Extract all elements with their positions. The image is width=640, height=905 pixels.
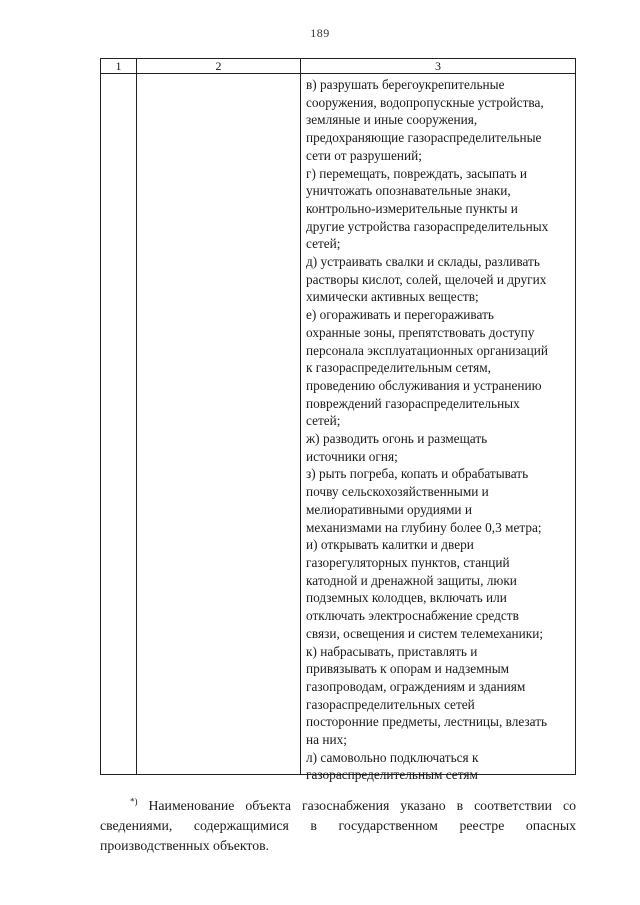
table-text-line: газопроводам, ограждениям и зданиям bbox=[306, 678, 526, 694]
table-text-line: в) разрушать берегоукрепительные bbox=[306, 77, 505, 92]
table-text-line: почву сельскохозяйственными и bbox=[306, 484, 489, 500]
table-text-line: охранные зоны, препятствовать доступу bbox=[306, 324, 535, 340]
table-text-line: е) огораживать и перегораживать bbox=[306, 307, 494, 323]
table-text-line: к газораспределительным сетям, bbox=[306, 360, 491, 376]
table-text-line: к) набрасывать, приставлять и bbox=[306, 643, 478, 659]
table-text-line: повреждений газораспределительных bbox=[306, 395, 520, 411]
column-header-2: 2 bbox=[215, 59, 222, 73]
table-text-line: проведению обслуживания и устранению bbox=[306, 377, 542, 393]
table-text-line: земляные и иные сооружения, bbox=[306, 112, 478, 128]
table-text-line: уничтожать опознавательные знаки, bbox=[306, 183, 511, 199]
table-text-line: отключать электроснабжение средств bbox=[306, 608, 519, 624]
column-divider-2 bbox=[300, 59, 301, 774]
table-text-line: на них; bbox=[306, 732, 347, 748]
requirements-table bbox=[100, 58, 576, 783]
table-text-line: сетей; bbox=[306, 413, 341, 429]
table-cell-col3 bbox=[306, 76, 574, 784]
table-text-line: механизмами на глубину более 0,3 метра; bbox=[306, 519, 542, 535]
footnote-mark: *) bbox=[130, 796, 138, 807]
table-text-line: контрольно-измерительные пункты и bbox=[306, 200, 518, 216]
table-text-line: д) устраивать свалки и склады, разливать bbox=[306, 254, 540, 270]
table-text-line: сооружения, водопропускные устройства, bbox=[306, 94, 544, 110]
table-text-line: газораспределительным сетям bbox=[306, 767, 478, 783]
table-text-line: привязывать к опорам и надземным bbox=[306, 661, 510, 677]
footnote bbox=[100, 796, 576, 856]
table-text-line: персонала эксплуатационных организаций bbox=[306, 342, 549, 358]
table-text-line: мелиоративными орудиями и bbox=[306, 501, 472, 517]
table-text-line: л) самовольно подключаться к bbox=[306, 749, 479, 765]
table-text-line: газораспределительных сетей bbox=[306, 696, 475, 712]
table-text-line: сети от разрушений; bbox=[306, 147, 422, 163]
table-text-line: з) рыть погреба, копать и обрабатывать bbox=[306, 466, 529, 482]
table-text-line: химически активных веществ; bbox=[306, 289, 479, 305]
table-text-line: растворы кислот, солей, щелочей и других bbox=[306, 271, 547, 287]
column-divider-1 bbox=[136, 59, 137, 774]
table-text-line: посторонние предметы, лестницы, влезать bbox=[306, 714, 548, 730]
table-text-line: и) открывать калитки и двери bbox=[306, 537, 474, 553]
table-text-line: г) перемещать, повреждать, засыпать и bbox=[306, 165, 528, 181]
table-text-line: связи, освещения и систем телемеханики; bbox=[306, 625, 544, 641]
table-text-line: катодной и дренажной защиты, люки bbox=[306, 572, 517, 588]
footnote-line: производственных объектов. bbox=[100, 838, 270, 853]
footnote-line: сведениями, содержащимися в государственном реестре опасных bbox=[100, 818, 576, 833]
table-text-line: ж) разводить огонь и размещать bbox=[306, 431, 488, 447]
table-text-line: источники огня; bbox=[306, 448, 398, 464]
table-text-line: другие устройства газораспределительных bbox=[306, 218, 549, 234]
table-text-line: подземных колодцев, включать или bbox=[306, 590, 507, 606]
page-number: 189 bbox=[310, 26, 330, 40]
table-text-line: газорегуляторных пунктов, станций bbox=[306, 554, 510, 570]
footnote-line: *) Наименование объекта газоснабжения указано в соответствии со bbox=[130, 796, 577, 813]
column-header-3: 3 bbox=[435, 59, 441, 73]
column-header-1: 1 bbox=[115, 59, 122, 73]
table-header-row bbox=[101, 59, 575, 74]
table-text-line: предохраняющие газораспределительные bbox=[306, 130, 542, 146]
table-text-line: сетей; bbox=[306, 236, 341, 252]
